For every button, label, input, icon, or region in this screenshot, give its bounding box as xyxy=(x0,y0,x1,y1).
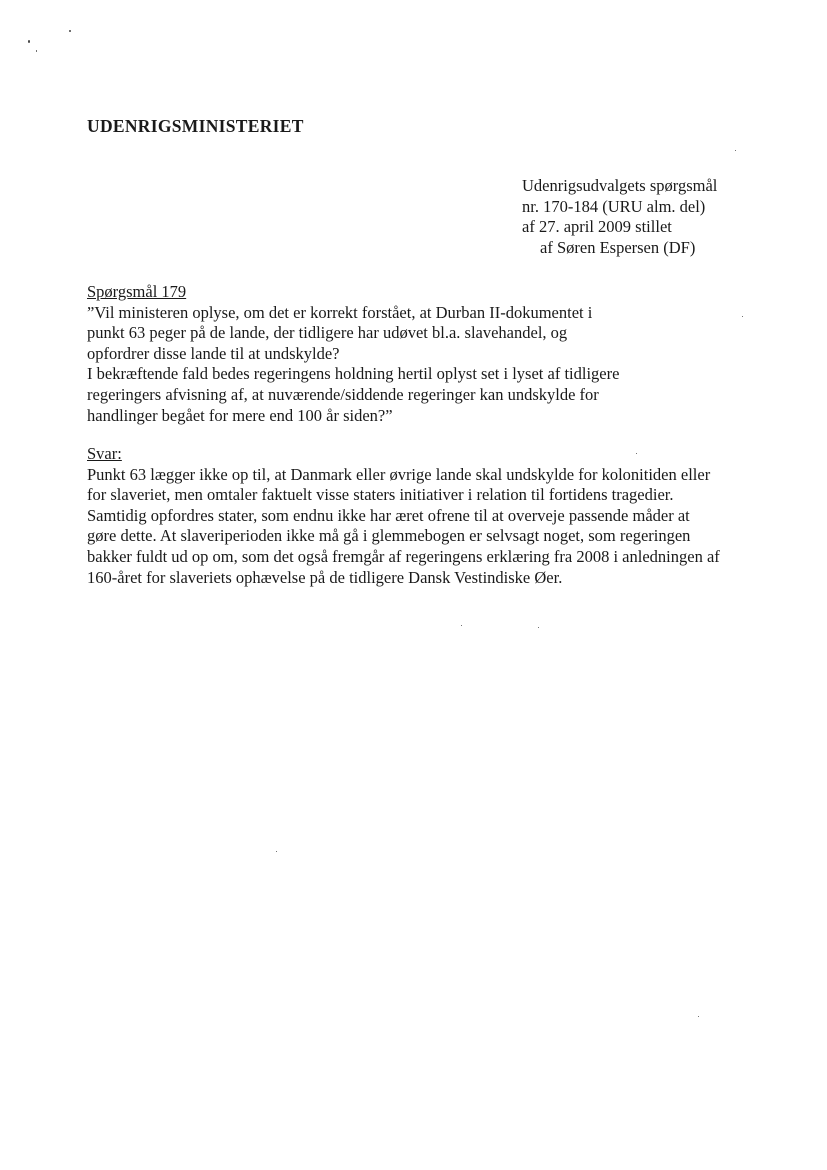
scan-speck xyxy=(461,625,462,626)
question-section xyxy=(87,282,777,426)
question-line: I bekræftende fald bedes regeringens holdning hertil oplyst set i lyset af tidligere xyxy=(87,364,620,384)
question-line: regeringers afvisning af, at nuværende/siddende regeringer kan undskylde for xyxy=(87,384,599,404)
answer-line: gøre dette. At slaveriperioden ikke må gå i glemmebogen er selvsagt noget, som regeringen xyxy=(87,526,691,546)
reference-line: nr. 170-184 (URU alm. del) xyxy=(522,196,706,216)
reference-line: Udenrigsudvalgets spørgsmål xyxy=(522,176,718,195)
answer-line: for slaveriet, men omtaler faktuelt visse staters initiativer i relation til fortidens tragedier. xyxy=(87,485,674,505)
scan-speck xyxy=(276,851,277,852)
answer-line: Samtidig opfordres stater, som endnu ikke har æret ofrene til at overveje passende måder at xyxy=(87,505,690,525)
reference-line: af Søren Espersen (DF) xyxy=(540,237,696,257)
scan-speck xyxy=(538,627,539,628)
reference-line: af 27. april 2009 stillet xyxy=(522,217,672,236)
scan-speck xyxy=(28,40,30,43)
question-line: opfordrer disse lande til at undskylde? xyxy=(87,343,340,363)
scan-speck xyxy=(69,30,71,32)
answer-heading: Svar: xyxy=(87,444,122,463)
answer-line: bakker fuldt ud op om, som det også fremgår af regeringens erklæring fra 2008 i anledningen af xyxy=(87,546,720,566)
question-line: punkt 63 peger på de lande, der tidligere har udøvet bl.a. slavehandel, og xyxy=(87,323,568,343)
scan-speck xyxy=(735,150,736,151)
scan-speck xyxy=(698,1016,699,1017)
answer-section xyxy=(87,444,777,588)
question-reference xyxy=(522,176,782,258)
answer-line: Punkt 63 lægger ikke op til, at Danmark eller øvrige lande skal undskylde for kolonitiden eller xyxy=(87,464,711,484)
scan-speck xyxy=(36,50,37,52)
question-line: handlinger begået for mere end 100 år siden?” xyxy=(87,405,393,425)
question-line: ”Vil ministeren oplyse, om det er korrekt forstået, at Durban II-dokumentet i xyxy=(87,302,593,322)
ministry-title: UDENRIGSMINISTERIET xyxy=(87,116,304,136)
question-heading: Spørgsmål 179 xyxy=(87,282,187,301)
answer-line: 160-året for slaveriets ophævelse på de tidligere Dansk Vestindiske Øer. xyxy=(87,567,563,587)
